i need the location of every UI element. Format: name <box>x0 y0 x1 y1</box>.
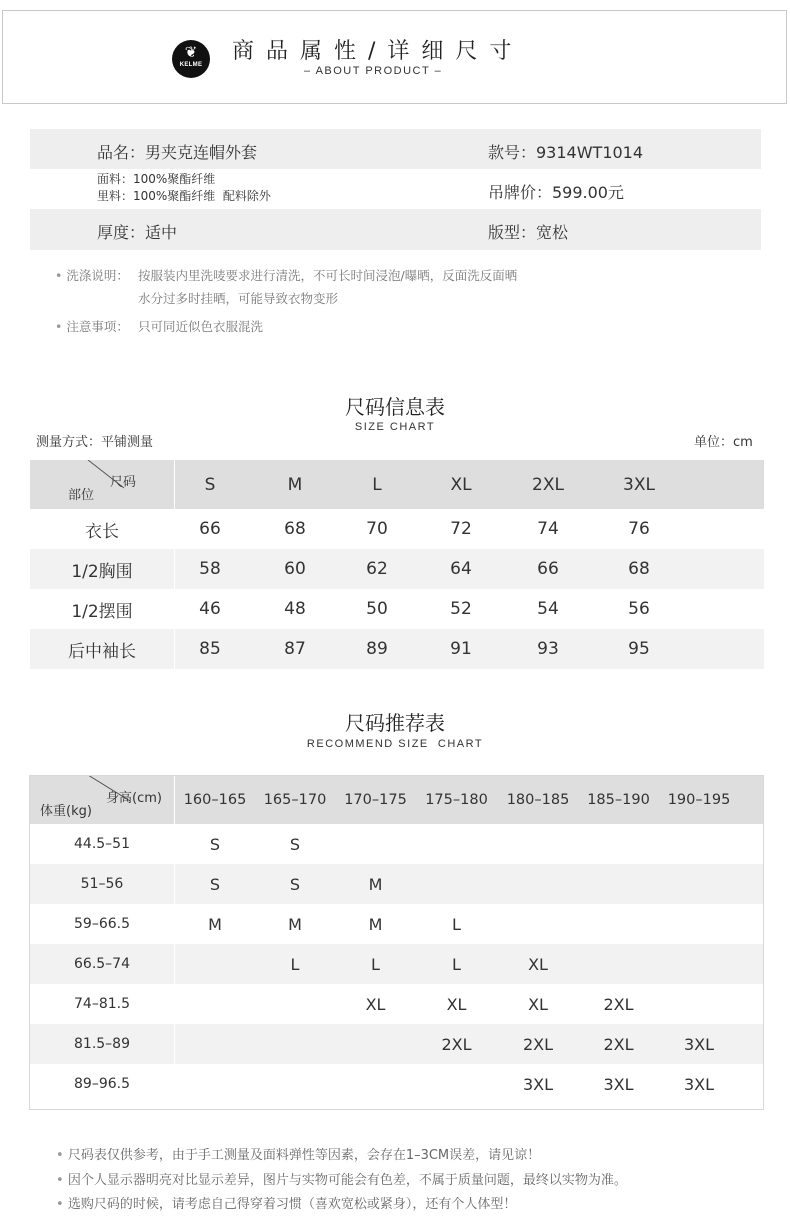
value-cell: 66 <box>513 549 583 589</box>
size-chart-subtitle: SIZE CHART <box>354 421 436 433</box>
empty-cell <box>740 904 764 944</box>
empty-cell <box>740 1024 764 1064</box>
brand-logo <box>172 40 210 78</box>
table-row <box>30 589 764 629</box>
size-cell <box>579 944 658 984</box>
size-cell: M <box>335 864 416 904</box>
empty-cell <box>740 984 764 1024</box>
weight-cell: 66.5–74 <box>30 944 174 984</box>
size-cell <box>658 824 740 864</box>
bullet-icon: • <box>56 1197 64 1212</box>
size-cell <box>255 984 335 1024</box>
value-cell: 74 <box>537 519 559 539</box>
size-cell: XL <box>446 994 467 1014</box>
size-cell <box>497 864 579 904</box>
size-cell: S <box>255 864 335 904</box>
corner-top-label: 身高(cm) <box>106 791 162 806</box>
size-cell: L <box>416 944 497 984</box>
empty-cell <box>740 1064 764 1104</box>
weight-cell: 74–81.5 <box>74 996 130 1012</box>
height-header: 165–170 <box>255 775 335 824</box>
size-cell: 2XL <box>579 1024 658 1064</box>
paw-icon: ❦ <box>184 43 198 61</box>
size-cell: 3XL <box>658 1024 740 1064</box>
value-cell: 62 <box>345 549 409 589</box>
care-note-text: 只可同近似色衣服混洗 <box>138 319 264 334</box>
footnote: • 尺码表仅供参考，由于手工测量及面料弹性等因素，会存在1–3CM误差，请见谅！ <box>56 1148 541 1163</box>
fabric: 面料：100%聚酯纤维 <box>97 172 216 186</box>
weight-cell: 89–96.5 <box>74 1076 130 1092</box>
weight-cell: 44.5–51 <box>74 836 130 852</box>
bullet-icon: • <box>56 1173 64 1188</box>
corner-cell <box>30 775 174 824</box>
height-header: 170–175 <box>335 775 416 824</box>
size-cell: XL <box>365 994 386 1014</box>
value-cell: 58 <box>175 549 245 589</box>
header-subtitle: – ABOUT PRODUCT – <box>304 65 443 77</box>
size-cell: M <box>368 914 383 934</box>
footnote: • 选购尺码的时候，请考虑自己得穿着习惯（喜欢宽松或紧身），还有个人体型！ <box>56 1197 517 1212</box>
value-cell: 85 <box>175 629 245 669</box>
value-cell: 60 <box>245 549 345 589</box>
unit-label: 单位：cm <box>694 435 753 450</box>
table-header-row <box>30 775 764 824</box>
size-cell <box>658 944 740 984</box>
value-cell: 76 <box>628 519 650 539</box>
value-cell: 56 <box>628 599 650 619</box>
corner-top-label: 尺码 <box>109 475 136 490</box>
empty-cell <box>740 824 764 864</box>
size-cell: 2XL <box>603 994 634 1014</box>
part-cell: 1/2摆围 <box>71 601 133 622</box>
lining: 里料：100%聚酯纤维 配料除外 <box>97 189 271 203</box>
size-cell <box>497 904 579 944</box>
table-row <box>30 944 764 984</box>
bullet-icon: • <box>55 319 63 334</box>
product-name: 品名：男夹克连帽外套 <box>97 143 258 162</box>
size-cell <box>416 1064 497 1104</box>
value-cell: 50 <box>366 599 388 619</box>
logo-text: KELME <box>179 62 203 68</box>
size-cell <box>579 864 658 904</box>
table-row <box>30 1064 764 1104</box>
empty-cell <box>695 549 764 589</box>
thickness: 厚度：适中 <box>97 223 178 242</box>
corner-bottom-label: 部位 <box>68 488 95 503</box>
corner-bottom-label: 体重(kg) <box>40 804 92 819</box>
value-cell: 87 <box>245 629 345 669</box>
table-row <box>30 904 764 944</box>
tag-price: 吊牌价：599.00元 <box>488 183 624 202</box>
wash-note-line1: 按服装内里洗唛要求进行清洗，不可长时间浸泡/曝晒，反面洗反面晒 <box>138 268 518 283</box>
header-title: 商品属性/详细尺寸 <box>232 39 524 64</box>
value-cell: 52 <box>450 599 472 619</box>
size-cell <box>175 1024 255 1064</box>
empty-cell <box>740 944 764 984</box>
diagonal-line <box>30 460 174 509</box>
size-cell: 2XL <box>416 1024 497 1064</box>
size-cell: M <box>208 914 222 934</box>
table-row <box>30 549 764 589</box>
size-cell <box>416 864 497 904</box>
size-cell: L <box>255 944 335 984</box>
size-cell <box>335 1064 416 1104</box>
size-header: M <box>245 460 345 509</box>
size-cell: XL <box>528 994 548 1014</box>
table-header-row <box>30 460 764 509</box>
weight-cell: 51–56 <box>30 864 174 904</box>
value-cell: 91 <box>409 629 513 669</box>
part-cell: 1/2胸围 <box>30 549 174 589</box>
size-cell <box>579 824 658 864</box>
size-cell: 3XL <box>522 1074 554 1094</box>
size-cell: 3XL <box>683 1074 715 1094</box>
size-cell <box>416 824 497 864</box>
size-cell <box>497 824 579 864</box>
size-cell <box>255 1064 335 1104</box>
measure-method: 测量方式：平铺测量 <box>36 435 154 450</box>
size-chart-title: 尺码信息表 <box>345 395 445 419</box>
size-cell: 3XL <box>603 1074 634 1094</box>
wash-note-label: • 洗涤说明： <box>55 268 129 283</box>
value-cell: 93 <box>513 629 583 669</box>
size-cell: S <box>175 864 255 904</box>
empty-cell <box>695 460 764 509</box>
empty-cell <box>695 589 764 629</box>
size-cell: M <box>288 914 302 934</box>
size-cell <box>658 864 740 904</box>
footnote: • 因个人显示器明亮对比显示差异，图片与实物可能会有色差，不属于质量问题，最终以实物为准。 <box>56 1173 627 1188</box>
size-cell: S <box>289 834 301 854</box>
table-row <box>30 629 764 669</box>
weight-cell: 81.5–89 <box>30 1024 174 1064</box>
recommend-chart-table <box>30 775 764 1104</box>
wash-note-line2: 水分过多时挂晒，可能导致衣物变形 <box>138 291 339 306</box>
size-cell <box>175 984 255 1024</box>
value-cell: 89 <box>345 629 409 669</box>
size-cell: L <box>335 944 416 984</box>
value-cell: 68 <box>583 549 695 589</box>
table-row <box>30 824 764 864</box>
value-cell: 48 <box>284 599 306 619</box>
corner-cell <box>30 460 174 509</box>
size-header: 3XL <box>583 460 695 509</box>
size-cell <box>175 1064 255 1104</box>
size-header: S <box>175 460 245 509</box>
height-header: 185–190 <box>579 775 658 824</box>
weight-cell: 59–66.5 <box>74 916 130 932</box>
table-row <box>30 509 764 549</box>
empty-cell <box>740 775 764 824</box>
value-cell: 64 <box>409 549 513 589</box>
size-cell: S <box>209 834 221 854</box>
recommend-chart-subtitle: RECOMMEND SIZE CHART <box>306 738 484 750</box>
table-row <box>30 864 764 904</box>
size-cell: 2XL <box>497 1024 579 1064</box>
fit-type: 版型：宽松 <box>488 223 569 242</box>
value-cell: 66 <box>199 519 221 539</box>
height-header: 180–185 <box>497 775 579 824</box>
value-cell: 46 <box>199 599 221 619</box>
part-cell: 后中袖长 <box>30 629 174 669</box>
style-number: 款号：9314WT1014 <box>488 143 644 162</box>
recommend-chart-title: 尺码推荐表 <box>345 711 445 735</box>
value-cell: 54 <box>537 599 559 619</box>
bullet-icon: • <box>55 268 63 283</box>
size-cell <box>175 944 255 984</box>
care-note-label: • 注意事项： <box>55 319 129 334</box>
size-cell: XL <box>497 944 579 984</box>
height-header: 175–180 <box>416 775 497 824</box>
value-cell: 95 <box>583 629 695 669</box>
height-header: 190–195 <box>658 775 740 824</box>
empty-cell <box>695 509 764 549</box>
size-cell <box>335 824 416 864</box>
size-header: L <box>345 460 409 509</box>
empty-cell <box>695 629 764 669</box>
value-cell: 68 <box>284 519 306 539</box>
value-cell: 70 <box>366 519 388 539</box>
size-chart-table <box>30 460 764 669</box>
table-row <box>30 1024 764 1064</box>
value-cell: 72 <box>450 519 472 539</box>
empty-cell <box>740 864 764 904</box>
size-header: XL <box>409 460 513 509</box>
size-cell <box>658 984 740 1024</box>
table-row <box>30 984 764 1024</box>
size-header: 2XL <box>513 460 583 509</box>
bullet-icon: • <box>56 1148 64 1163</box>
size-cell: L <box>452 914 461 934</box>
size-cell <box>658 904 740 944</box>
size-cell <box>335 1024 416 1064</box>
part-cell: 衣长 <box>85 521 119 542</box>
size-cell <box>579 904 658 944</box>
size-cell <box>255 1024 335 1064</box>
height-header: 160–165 <box>175 775 255 824</box>
